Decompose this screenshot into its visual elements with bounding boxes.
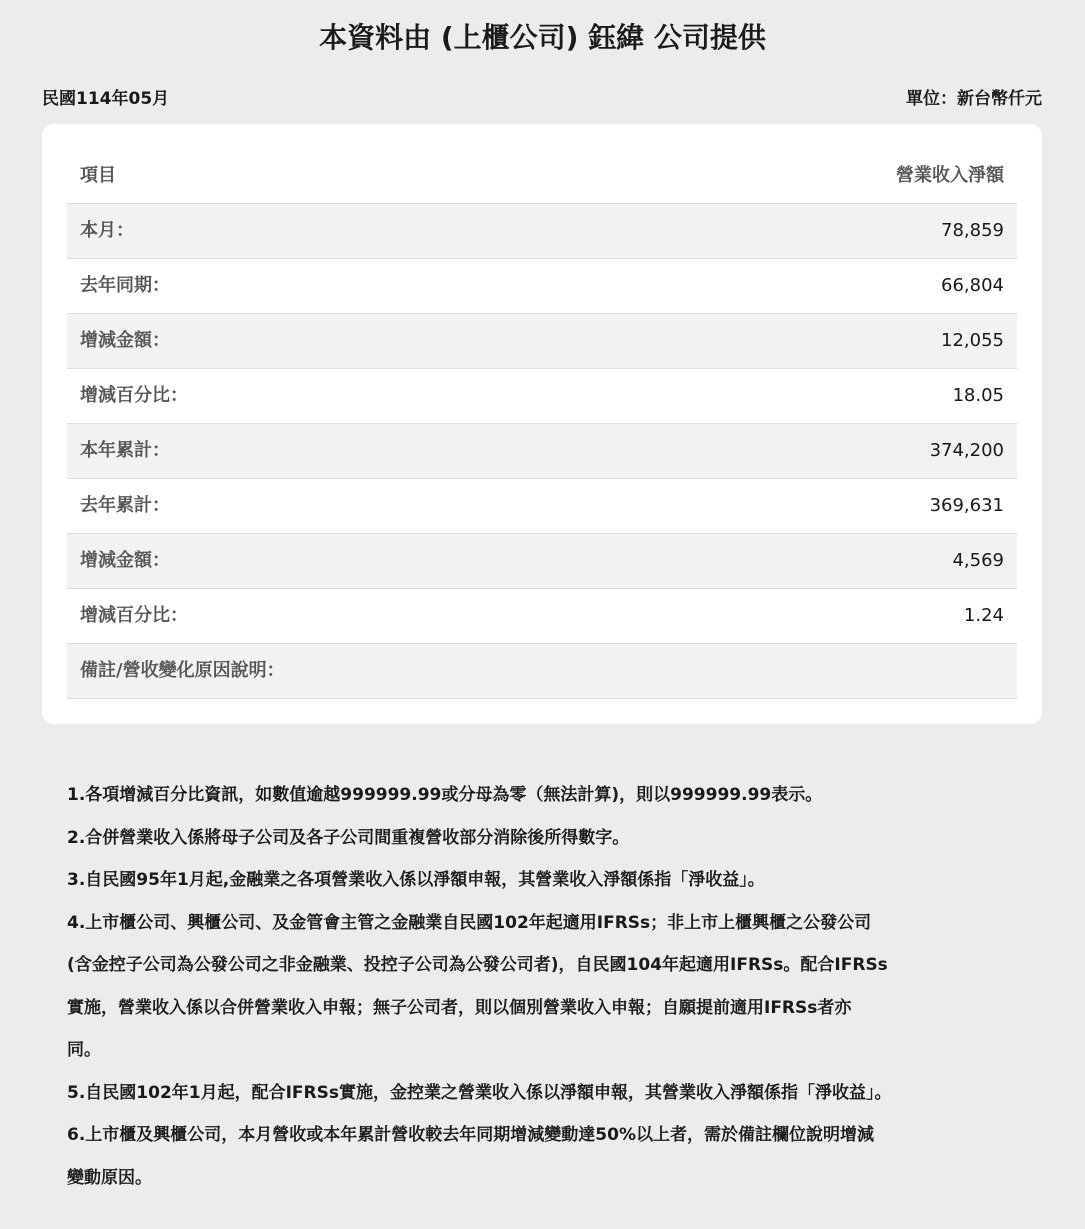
table-row-ytd-change-percent <box>67 589 1017 644</box>
row-value: 18.05 <box>952 385 1004 406</box>
row-value: 1.24 <box>963 605 1004 626</box>
table-row-last-year-ytd <box>67 479 1017 534</box>
row-value: 4,569 <box>952 550 1004 571</box>
row-label: 去年同期： <box>80 275 170 296</box>
note-line: 變動原因。 <box>67 1167 152 1188</box>
note-line: 1.各項增減百分比資訊，如數值逾越999999.99或分母為零（無法計算)，則以999999.99表示。 <box>67 785 823 805</box>
note-line: 3.自民國95年1月起,金融業之各項營業收入係以淨額申報，其營業收入淨額係指「淨收益」。 <box>67 870 765 890</box>
table-row-monthly-change-percent <box>67 369 1017 424</box>
note-line: 6.上市櫃及興櫃公司，本月營收或本年累計營收較去年同期增減變動達50%以上者，需於備註欄位說明增減 <box>67 1125 874 1145</box>
note-line: 2.合併營業收入係將母子公司及各子公司間重複營收部分消除後所得數字。 <box>67 827 630 848</box>
table-row-ytd-change-amount <box>67 534 1017 589</box>
table-header-row <box>67 149 1017 204</box>
table-row-ytd <box>67 424 1017 479</box>
row-value: 374,200 <box>929 440 1004 461</box>
header-revenue-label: 營業收入淨額 <box>896 165 1004 186</box>
table-row-remarks <box>67 644 1017 699</box>
revenue-table <box>67 149 1017 699</box>
row-label: 增減百分比： <box>80 605 188 626</box>
page-title: 本資料由 (上櫃公司) 鈺緯 公司提供 <box>319 21 766 54</box>
row-value: 78,859 <box>941 220 1004 241</box>
header-item-label: 項目 <box>80 165 116 186</box>
row-label: 去年累計： <box>80 495 170 516</box>
table-row-current-month <box>67 204 1017 259</box>
notes-list <box>67 774 1017 1199</box>
row-label: 增減百分比： <box>80 385 188 406</box>
row-label: 增減金額： <box>80 550 170 571</box>
row-value: 66,804 <box>941 275 1004 296</box>
note-line: 5.自民國102年1月起，配合IFRSs實施，金控業之營業收入係以淨額申報，其營業收入淨額係指「淨收益」。 <box>67 1082 892 1103</box>
note-line: 實施，營業收入係以合併營業收入申報；無子公司者，則以個別營業收入申報；自願提前適用IFRSs者亦 <box>67 997 852 1018</box>
row-label: 備註/營收變化原因說明： <box>80 660 285 681</box>
meta-row <box>42 86 1042 112</box>
revenue-card <box>42 124 1042 724</box>
row-value: 12,055 <box>941 330 1004 351</box>
note-line: 同。 <box>67 1040 101 1060</box>
row-value: 369,631 <box>929 495 1004 516</box>
row-label: 本月： <box>80 220 134 241</box>
row-label: 增減金額： <box>80 330 170 351</box>
report-period: 民國114年05月 <box>42 89 170 109</box>
table-row-last-year-same-month <box>67 259 1017 314</box>
note-line: 4.上市櫃公司、興櫃公司、及金管會主管之金融業自民國102年起適用IFRSs；非上市上櫃興櫃之公發公司 <box>67 912 872 933</box>
note-line: (含金控子公司為公發公司之非金融業、投控子公司為公發公司者)，自民國104年起適用IFRSs。配合IFRSs <box>67 955 888 975</box>
row-label: 本年累計： <box>80 440 170 461</box>
table-row-monthly-change-amount <box>67 314 1017 369</box>
currency-unit: 單位：新台幣仟元 <box>906 89 1042 109</box>
